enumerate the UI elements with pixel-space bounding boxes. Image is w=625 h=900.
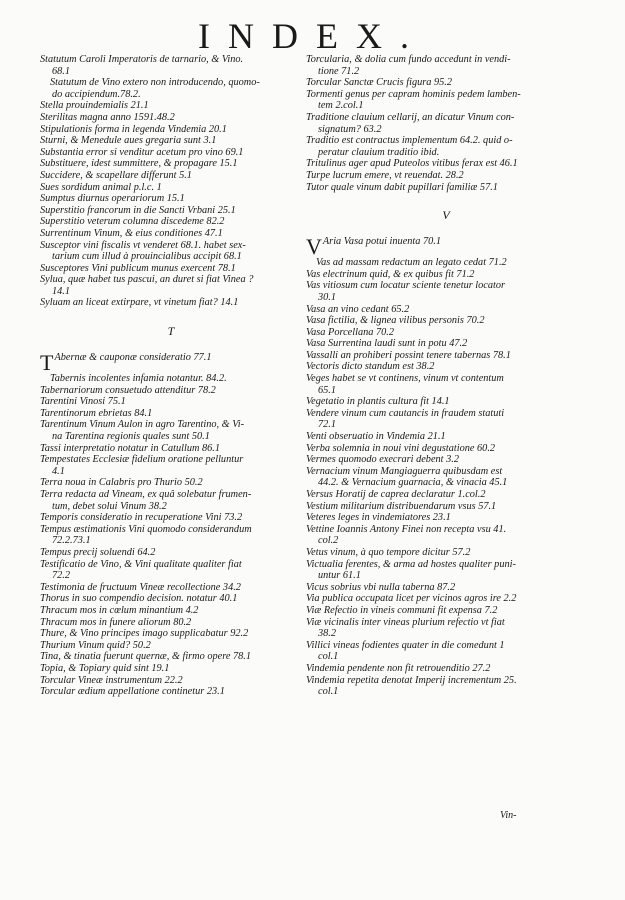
- index-entry: [40, 193, 302, 205]
- entry-text: Sterilitas magna anno 1591.48.2: [40, 111, 175, 123]
- index-entry: [40, 675, 302, 687]
- index-entry: [306, 686, 586, 698]
- section-letter: T: [167, 324, 175, 339]
- entry-text: Vasa Surrentina laudi sunt in potu 47.2: [306, 338, 468, 350]
- index-entry: [40, 263, 302, 275]
- left-column: [40, 54, 302, 698]
- entry-text: tarium cum illud à prouincialibus accipit 68.1: [52, 251, 242, 263]
- index-entry: [40, 408, 302, 420]
- entry-text: Vestium militarium distribuendarum vsus 57.1: [306, 500, 497, 512]
- entry-text: tione 71.2: [318, 65, 360, 77]
- index-entry: [306, 408, 586, 420]
- entry-text: Torcularia, & dolia cum fundo accedunt in vendi-: [306, 54, 511, 65]
- entry-text: Tina, & tinatia fuerunt quernæ, & firmo opere 78.1: [40, 651, 251, 663]
- entry-text: Versus Horatij de caprea declaratur 1.col.2: [306, 489, 486, 500]
- entry-text: Vindemia repetita denotat Imperij incrementum 25.: [306, 674, 517, 686]
- entry-text: Tarentinorum ebrietas 84.1: [40, 407, 153, 419]
- entry-text: Vicus sobrius vbi nulla taberna 87.2: [306, 581, 456, 593]
- index-entry: [40, 158, 302, 170]
- entry-text: Tarentini Vinosi 75.1: [40, 396, 126, 408]
- entry-text: Via publica occupata licet per vicinos agros ire 2.2: [306, 593, 517, 605]
- index-entry: [40, 501, 302, 513]
- index-entry: [306, 466, 586, 478]
- entry-text: Vas electrinum quid, & ex quibus fit 71.2: [306, 268, 475, 280]
- index-entry: [40, 431, 302, 443]
- entry-text: Vas vitiosum cum locatur sciente tenetur locator: [306, 280, 506, 292]
- entry-text: Substantia error si venditur acetum pro vino 69.1: [40, 146, 244, 158]
- entry-text: Verba solemnia in noui vini degustatione 60.2: [306, 442, 496, 454]
- entry-text: Terra noua in Calabris pro Thurio 50.2: [40, 477, 203, 489]
- entry-text: Abernæ & cauponæ consideratio 77.1: [54, 352, 212, 364]
- index-entry: [306, 593, 586, 605]
- entry-text: 38.2: [318, 628, 337, 640]
- index-entry: [40, 286, 302, 298]
- entry-text: Thracum mos in cœlum minantium 4.2: [40, 604, 199, 616]
- entry-text: Tassi interpretatio notatur in Catullum 86.1: [40, 442, 221, 454]
- index-entry: [40, 385, 302, 397]
- index-entry: [306, 535, 586, 547]
- entry-text: Torcular Vineæ instrumentum 22.2: [40, 674, 183, 686]
- index-entry: [40, 100, 302, 112]
- index-entry: [306, 112, 586, 124]
- index-entry: [306, 501, 586, 513]
- index-entry: [40, 559, 302, 571]
- index-entry: [40, 205, 302, 217]
- entry-text: Temporis consideratio in recuperatione Vini 73.2: [40, 512, 243, 524]
- index-entry: [306, 454, 586, 466]
- entry-text: Thurium Vinum quid? 50.2: [40, 639, 151, 651]
- index-entry: [306, 419, 586, 431]
- entry-text: na Tarentina regionis quales sunt 50.1: [52, 431, 210, 443]
- index-entry: [306, 489, 586, 501]
- index-entry: [306, 373, 586, 385]
- entry-text: Thorus in suo compendio decision. notatur 40.1: [40, 593, 238, 605]
- entry-text: Vettine Ioannis Antony Finei non recepta vsu 41.: [306, 523, 507, 535]
- index-entry: [306, 559, 586, 571]
- index-entry: [40, 663, 302, 675]
- entry-text: 72.2: [52, 570, 71, 582]
- index-entry: [40, 297, 302, 309]
- index-entry: [306, 124, 586, 136]
- entry-text: col.1: [318, 651, 339, 663]
- index-entry: [40, 147, 302, 159]
- entry-text: Tabernariorum consuetudo attenditur 78.2: [40, 384, 216, 396]
- section-letter: V: [442, 208, 450, 223]
- index-entry: [40, 419, 302, 431]
- entry-text: Superstitio francorum in die Sancti Vrbani 25.1: [40, 204, 236, 216]
- index-entry: [306, 338, 586, 350]
- index-entry: [306, 158, 586, 170]
- entry-text: Tarentinum Vinum Aulon in agro Tarentino, & Vi-: [40, 419, 245, 431]
- entry-text: col.1: [318, 686, 339, 698]
- entry-text: signatum? 63.2: [318, 123, 382, 135]
- index-entry: [40, 605, 302, 617]
- entry-text: 4.1: [52, 465, 65, 477]
- index-entry: [40, 124, 302, 136]
- index-entry: [40, 593, 302, 605]
- index-entry: [306, 431, 586, 443]
- index-entry: [306, 292, 586, 304]
- entry-text: Tritulinus ager apud Puteolos vitibus ferax est 46.1: [306, 158, 518, 170]
- entry-text: Tutor quale vinum dabit pupillari familiæ 57.1: [306, 181, 498, 193]
- index-entry: [40, 628, 302, 640]
- entry-text: Testimonia de fructuum Vineæ recollectione 34.2: [40, 581, 241, 593]
- index-entry: [306, 512, 586, 524]
- entry-text: Sumptus diurnus operariorum 15.1: [40, 193, 185, 205]
- entry-text: Vindemia pendente non fit retrouenditio 27.2: [306, 662, 491, 674]
- index-entry: [40, 617, 302, 629]
- entry-text: Terra redacta ad Vineam, ex quâ solebatur frumen-: [40, 489, 252, 500]
- entry-text: Torcular ædium appellatione continetur 23.1: [40, 686, 225, 698]
- index-entry: [306, 257, 586, 269]
- index-entry: [40, 477, 302, 489]
- entry-text: Tempestates Ecclesiæ fidelium oratione pelluntur: [40, 454, 244, 466]
- index-entry: [40, 454, 302, 466]
- entry-text: tem 2.col.1: [318, 100, 364, 112]
- index-entry: [306, 66, 586, 78]
- index-entry: [40, 396, 302, 408]
- entry-text: Vassalli an prohiberi possint tenere tabernas 78.1: [306, 349, 511, 361]
- entry-text: Veteres leges in vindemiatores 23.1: [306, 512, 451, 524]
- index-entry: [306, 135, 586, 147]
- index-entry: [306, 663, 586, 675]
- entry-text: Traditio est contractus implementum 64.2. quid o-: [306, 135, 513, 147]
- entry-text: Testificatio de Vino, & Vini qualitate qualiter fiat: [40, 558, 242, 570]
- entry-text: do accipiendum.78.2.: [52, 88, 141, 100]
- index-entry: [40, 640, 302, 652]
- entry-text: col.2: [318, 535, 339, 547]
- entry-text: 72.1: [318, 419, 337, 431]
- initial-letter: V: [306, 236, 322, 258]
- index-entry: [306, 350, 586, 362]
- entry-text: untur 61.1: [318, 570, 361, 582]
- entry-text: Thracum mos in funere aliorum 80.2: [40, 616, 192, 628]
- entry-text: Turpe lucrum emere, vt reuendat. 28.2: [306, 169, 464, 181]
- index-entry: [40, 274, 302, 286]
- entry-text: Vasa Porcellana 70.2: [306, 326, 394, 338]
- index-entry: [306, 617, 586, 629]
- index-entry: [306, 54, 586, 66]
- entry-text: Sturni, & Menedule aues gregaria sunt 3.1: [40, 135, 217, 147]
- entry-text: Traditione clauium cellarij, an dicatur Vinum con-: [306, 111, 515, 123]
- index-entry: [306, 443, 586, 455]
- entry-text: Susceptores Vini publicum munus exercent 78.1: [40, 262, 236, 274]
- index-entry: [40, 66, 302, 78]
- entry-text: Succidere, & scapellare differunt 5.1: [40, 169, 192, 181]
- index-entry: [306, 524, 586, 536]
- index-entry: [306, 77, 586, 89]
- index-entry: [306, 304, 586, 316]
- entry-text: Thure, & Vino principes imago supplicabatur 92.2: [40, 628, 249, 640]
- entry-text: Viæ vicinalis inter vineas plurium refectio vt fiat: [306, 616, 505, 628]
- entry-text: Vetus vinum, à quo tempore dicitur 57.2: [306, 546, 471, 558]
- index-entry: [306, 640, 586, 652]
- index-entry: [306, 182, 586, 194]
- index-entry: [40, 89, 302, 101]
- index-entry: [40, 373, 302, 385]
- entry-text: Substituere, idest summittere, & propagare 15.1: [40, 158, 238, 170]
- index-entry: [40, 182, 302, 194]
- index-entry: [306, 628, 586, 640]
- index-entry: [306, 170, 586, 182]
- entry-text: Vernacium vinum Mangiaguerra quibusdam est: [306, 465, 503, 477]
- index-entry: [306, 327, 586, 339]
- right-column: [306, 54, 586, 698]
- index-entry: [306, 385, 586, 397]
- index-entry: [306, 396, 586, 408]
- entry-text: 72.2.73.1: [52, 535, 91, 547]
- entry-text: Tormenti genus per capram hominis pedem lamben-: [306, 88, 521, 100]
- entry-text: 65.1: [318, 384, 337, 396]
- index-entry: [306, 547, 586, 559]
- index-entry: [40, 512, 302, 524]
- entry-text: Vasa an vino cedant 65.2: [306, 303, 410, 315]
- entry-text: Syluam an liceat extirpare, vt vinetum fiat? 14.1: [40, 297, 239, 309]
- index-entry: [306, 89, 586, 101]
- entry-text: Superstitio veterum columna discedeme 82.2: [40, 216, 225, 228]
- entry-text: Vasa fictilia, & lignea vilibus personis 70.2: [306, 315, 485, 327]
- index-entry: [306, 315, 586, 327]
- entry-text: Viæ Refectio in vineis communi fit expensa 7.2: [306, 604, 498, 616]
- index-entry: [306, 570, 586, 582]
- index-entry: [40, 54, 302, 66]
- entry-text: Statutum Caroli Imperatoris de tarnario, & Vino.: [40, 54, 244, 65]
- entry-text: peratur clauium traditio ibid.: [318, 146, 440, 158]
- entry-text: Susceptor vini fiscalis vt venderet 68.1. habet sex-: [40, 239, 246, 251]
- entry-text: Veges habet se vt continens, vinum vt contentum: [306, 373, 504, 385]
- index-entry: [40, 547, 302, 559]
- index-entry: [40, 686, 302, 698]
- index-entry: [306, 147, 586, 159]
- index-entry: [40, 582, 302, 594]
- index-entry: [40, 489, 302, 501]
- entry-text: Tabernis incolentes infamia notantur. 84.2.: [50, 373, 227, 385]
- catchword: Vin-: [500, 810, 517, 821]
- entry-text: Victualia ferentes, & arma ad hostes qualiter puni-: [306, 558, 516, 570]
- index-entry: [40, 170, 302, 182]
- index-entry: [306, 477, 586, 489]
- entry-text: 68.1: [52, 65, 71, 77]
- index-entry: [40, 251, 302, 263]
- index-entry: [40, 466, 302, 478]
- index-entry: [40, 240, 302, 252]
- entry-text: Vectoris dicto standum est 38.2: [306, 361, 435, 373]
- index-entry: [306, 675, 586, 687]
- entry-text: Vegetatio in plantis cultura fit 14.1: [306, 396, 450, 408]
- index-entry: [40, 443, 302, 455]
- index-entry: [40, 216, 302, 228]
- index-entry: [40, 352, 302, 373]
- entry-text: Aria Vasa potui inuenta 70.1: [322, 236, 442, 248]
- entry-text: Sues sordidum animal p.l.c. 1: [40, 181, 162, 193]
- entry-text: Tempus precij soluendi 64.2: [40, 546, 156, 558]
- entry-text: Statutum de Vino extero non introducendo, quomo-: [50, 77, 260, 89]
- index-entry: [40, 77, 302, 89]
- index-entry: [306, 269, 586, 281]
- entry-text: Vermes quomodo execrari debent 3.2: [306, 454, 459, 466]
- entry-text: Vas ad massam redactum an legato cedat 71.2: [316, 257, 507, 269]
- index-entry: [306, 582, 586, 594]
- index-entry: [40, 228, 302, 240]
- index-entry: [40, 524, 302, 536]
- entry-text: 14.1: [52, 285, 71, 297]
- index-entry: [306, 100, 586, 112]
- index-entry: [40, 135, 302, 147]
- entry-text: Tempus æstimationis Vini quomodo considerandum: [40, 523, 252, 535]
- entry-text: tum, debet solui Vinum 38.2: [52, 500, 167, 512]
- index-entry: [306, 236, 586, 257]
- index-entry: [40, 535, 302, 547]
- entry-text: Venti obseruatio in Vindemia 21.1: [306, 431, 446, 443]
- index-entry: [40, 570, 302, 582]
- index-entry: [306, 651, 586, 663]
- entry-text: 44.2. & Vernacium guarnacia, & vinacia 45.1: [318, 477, 508, 489]
- index-entry: [306, 361, 586, 373]
- entry-text: Torcular Sanctæ Crucis figura 95.2: [306, 77, 452, 89]
- entry-text: Vendere vinum cum cautancis in fraudem statuti: [306, 407, 505, 419]
- entry-text: 30.1: [318, 291, 337, 303]
- index-entry: [40, 651, 302, 663]
- entry-text: Villici vineas fodientes quater in die comedunt 1: [306, 639, 505, 651]
- index-entry: [306, 605, 586, 617]
- page-title: INDEX.: [198, 16, 427, 56]
- entry-text: Sylua, quæ habet tus pascui, an duret si fiat Vinea ?: [40, 274, 254, 286]
- index-entry: [306, 280, 586, 292]
- entry-text: Stella prouindemialis 21.1: [40, 100, 149, 112]
- entry-text: Stipulationis forma in legenda Vindemia 20.1: [40, 123, 227, 135]
- entry-text: Topia, & Topiary quid sint 19.1: [40, 662, 170, 674]
- entry-text: Surrentinum Vinum, & eius conditiones 47.1: [40, 227, 223, 239]
- index-entry: [40, 112, 302, 124]
- initial-letter: T: [40, 352, 54, 374]
